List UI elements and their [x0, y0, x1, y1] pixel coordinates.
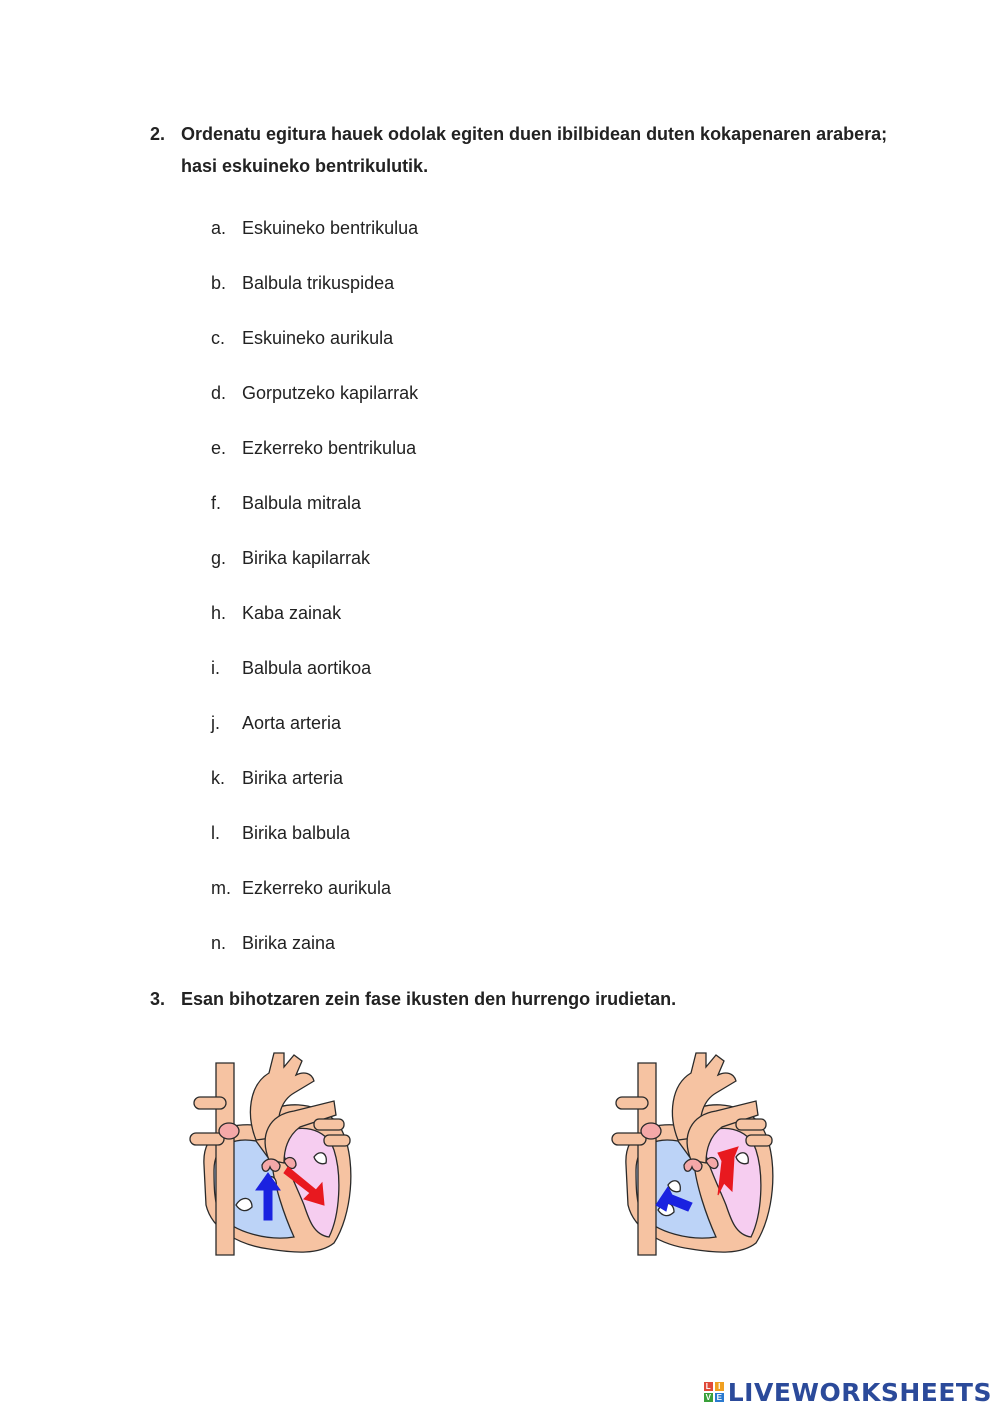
list-item-letter: k.: [211, 768, 226, 788]
list-item-label: Gorputzeko kapilarrak: [242, 383, 419, 403]
question-3-text: Esan bihotzaren zein fase ikusten den hurrengo irudietan.: [181, 989, 677, 1009]
list-item-letter: g.: [211, 548, 227, 568]
list-item-label: Ezkerreko bentrikulua: [242, 438, 417, 458]
question-2-text: Ordenatu egitura hauek odolak egiten duen ibilbidean duten kokapenaren arabera; hasi eskuineko bentrikulutik.: [181, 124, 888, 176]
liveworksheets-logo: [704, 1377, 992, 1407]
list-item-letter: d.: [211, 383, 227, 403]
list-item-label: Aorta arteria: [242, 713, 342, 733]
list-item-label: Birika zaina: [242, 933, 336, 953]
logo-letter-l: L: [704, 1382, 713, 1391]
list-item-label: Eskuineko bentrikulua: [242, 218, 419, 238]
question-3-number: 3.: [150, 989, 166, 1009]
list-item-label: Eskuineko aurikula: [242, 328, 394, 348]
logo-letter-e: E: [716, 1393, 722, 1402]
list-item-letter: c.: [211, 328, 226, 348]
logo-letter-i: I: [715, 1382, 724, 1391]
list-item-label: Birika balbula: [242, 823, 351, 843]
list-item-label: Balbula trikuspidea: [242, 273, 395, 293]
list-item-letter: a.: [211, 218, 227, 238]
list-item-letter: i.: [211, 658, 220, 678]
list-item-label: Kaba zainak: [242, 603, 342, 623]
logo-letter-v: V: [705, 1393, 711, 1402]
heart-systole-diagram-icon: [612, 1053, 773, 1255]
heart-diagram-phase-2: [606, 1045, 781, 1260]
list-item-label: Balbula mitrala: [242, 493, 362, 513]
list-item-letter: m.: [211, 878, 231, 898]
question-2: [150, 118, 890, 182]
question-3: [150, 983, 890, 1015]
list-item-letter: b.: [211, 273, 227, 293]
list-item-letter: n.: [211, 933, 227, 953]
list-item-label: Birika kapilarrak: [242, 548, 371, 568]
list-item-label: Balbula aortikoa: [242, 658, 372, 678]
liveworksheets-wordmark: LIVEWORKSHEETS: [727, 1377, 992, 1407]
list-item-letter: f.: [211, 493, 222, 513]
list-item-label: Ezkerreko aurikula: [242, 878, 392, 898]
question-2-number: 2.: [150, 124, 166, 144]
liveworksheets-logo-icon: [704, 1382, 724, 1402]
list-item-letter: j.: [211, 713, 220, 733]
list-item-label: Birika arteria: [242, 768, 344, 788]
list-item-letter: l.: [211, 823, 220, 843]
list-item-letter: h.: [211, 603, 227, 623]
heart-diastole-diagram-icon: [190, 1053, 351, 1255]
heart-diagram-phase-1: [184, 1045, 359, 1260]
list-item-letter: e.: [211, 438, 227, 458]
